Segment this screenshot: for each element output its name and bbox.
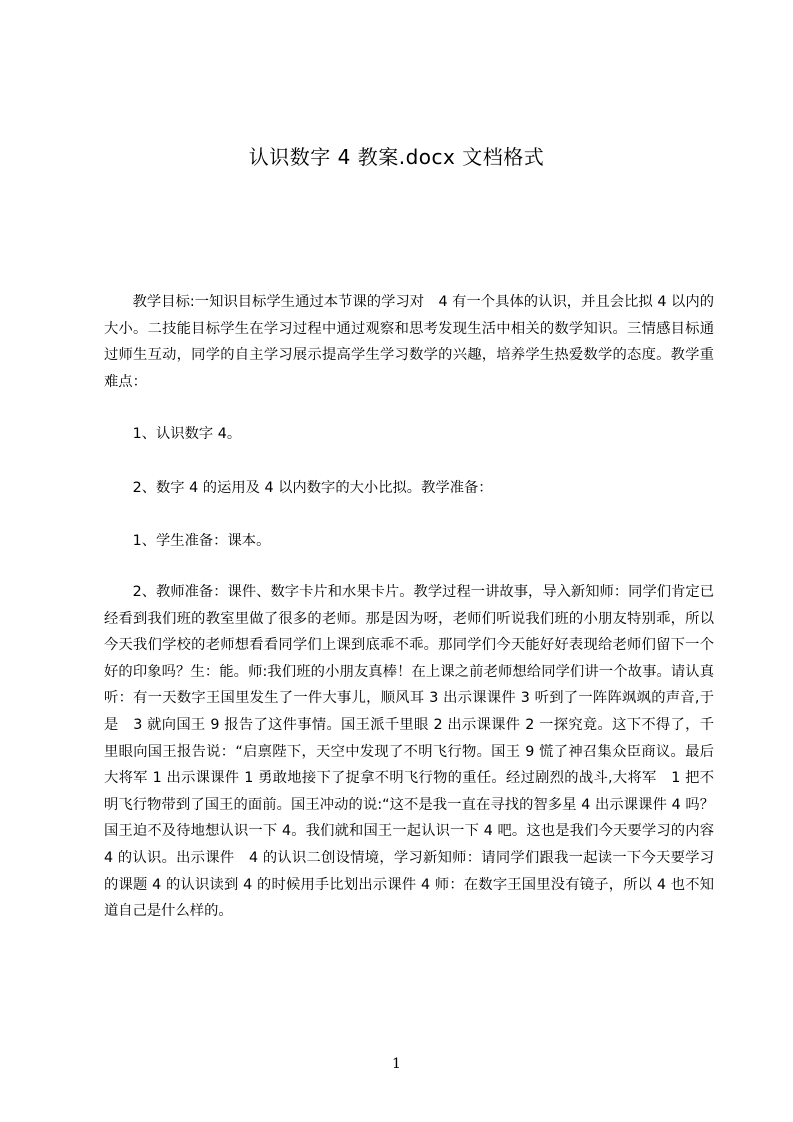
document-title: 认识数字 4 教案.docx 文档格式: [248, 145, 545, 169]
page-number: 1: [392, 1056, 401, 1072]
paragraph-teaching-goals: 教学目标:一知识目标学生通过本节课的学习对 4 有一个具体的认识，并且会比拟 4 以内的大小。二技能目标学生在学习过程中通过观察和思考发现生活中相关的数学知识。三情感目标通过师生互动，同学的自主学习展示提高学生学习数学的兴趣，培养学生热爱数学的态度。教学重难点：: [104, 294, 714, 390]
paragraph-teacher-preparation: 2、教师准备：课件、数字卡片和水果卡片。教学过程一讲故事，导入新知师：同学们肯定已经看到我们班的教室里做了很多的老师。那是因为呀，老师们听说我们班的小朋友特别乖，所以今天我们学校的老师想看看同学们上课到底乖不乖。那同学们今天能好好表现给老师们留下一个好的印象吗？生：能。师:我们班的小朋友真棒！在上课之前老师想给同学们讲一个故事。请认真听：有一天数字王国里发生了一件大事儿，顺风耳 3 出示课课件 3 听到了一阵阵飒飒的声音,于是 3 就向国王 9 报告了这件事情。国王派千里眼 2 出示课课件 2 一探究竟。这下不得了，千里眼向国王报告说：“启禀陛下，天空中发现了不明飞行物。国王 9 慌了神召集众臣商议。最后大将军 1 出示课课件 1 勇敢地接下了捉拿不明飞行物的重任。经过剧烈的战斗,大将军 1 把不明飞行物带到了国王的面前。国王冲动的说:“这不是我一直在寻找的智多星 4 出示课课件 4 吗？国王迫不及待地想认识一下 4。我们就和国王一起认识一下 4 吧。这也是我们今天要学习的内容 4 的认识。出示课件 4 的认识二创设情境，学习新知师：请同学们跟我一起读一下今天要学习的课题 4 的认识读到 4 的时候用手比划出示课件 4 师：在数字王国里没有镜子，所以 4 也不知道自己是什么样的。: [104, 584, 714, 920]
paragraph-key-point-2: 2、数字 4 的运用及 4 以内数字的大小比拟。教学准备：: [132, 480, 493, 496]
paragraph-key-point-1: 1、认识数字 4。: [132, 426, 242, 442]
paragraph-student-preparation: 1、学生准备：课本。: [132, 533, 271, 549]
